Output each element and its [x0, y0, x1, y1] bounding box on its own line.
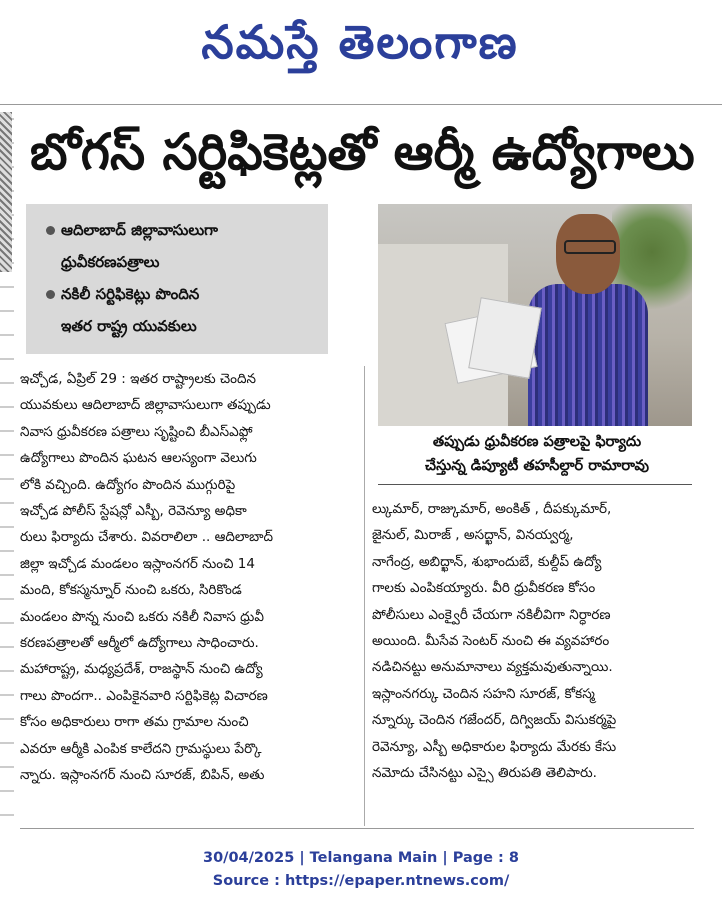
column-divider	[364, 366, 365, 826]
body-line: అయింది. మీసేవ సెంటర్ నుంచి ఈ వ్యవహారం	[372, 633, 610, 650]
body-line: కరణపత్రాలతో ఆర్మీలో ఉద్యోగాలు సాధించారు.	[20, 635, 259, 652]
article-body-left	[20, 366, 360, 789]
bullet-icon	[46, 290, 55, 299]
footer-edition-info: 30/04/2025 | Telangana Main | Page : 8	[202, 850, 519, 866]
caption-divider	[378, 484, 692, 485]
masthead-logo: నమస్తే తెలంగాణ	[201, 15, 519, 69]
body-line: రులు ఫిర్యాదు చేశారు. వివరాలిలా .. ఆదిలాబాద్	[20, 529, 274, 546]
highlight-item-2	[46, 278, 318, 310]
body-line: ల్కుమార్, రాజ్కుమార్, అంకిత్ , దీపక్కుమార్,	[372, 501, 612, 517]
body-line: నాగేంద్ర, అబిద్ఖాన్, శుభాందుబే, కుల్దీప్ ఉద్యో	[372, 553, 602, 570]
body-line: న్నారు. ఇస్లాంనగర్ నుంచి సూరజ్, బిపిన్, అతు	[20, 767, 265, 784]
body-line: జైనుల్, మిరాజ్ , అసద్ఖాన్, వినయ్వర్మ,	[372, 527, 574, 544]
body-line: ఎవరూ ఆర్మీకి ఎంపిక కాలేదని గ్రామస్థులు పేర్కొ	[20, 740, 262, 757]
masthead-divider	[0, 104, 722, 105]
adjacent-photo-fragment	[0, 112, 12, 272]
footer-source-link[interactable]: Source : https://epaper.ntnews.com/	[212, 873, 510, 889]
body-line: న్నూర్కు చెందిన గజేందర్, దిగ్విజయ్ విసుకర్మపై	[372, 712, 617, 729]
photo-person-glasses	[564, 240, 616, 254]
body-line: గాలు పొందగా.. ఎంపికైనవారి సర్టిఫికెట్ల విచారణ	[20, 687, 268, 704]
body-line: జిల్లా ఇచ్చోడ మండలం ఇస్లాంనగర్ నుంచి 14	[20, 555, 255, 572]
body-line: మహారాష్ట్ర, మధ్యప్రదేశ్, రాజస్థాన్ నుంచి ఉద్యో	[20, 661, 263, 678]
body-line: ఇచ్చోడ పోలీస్ స్టేషన్లో ఎస్బీ, రెవెన్యూ అధికా	[20, 503, 247, 520]
footer-divider	[20, 828, 694, 829]
bullet-icon	[46, 226, 55, 235]
body-line: మంది, కోకస్మన్నూర్ నుంచి ఒకరు, సిరికొండ	[20, 582, 242, 599]
body-line: రెవెన్యూ, ఎస్బీ అధికారుల ఫిర్యాదు మేరకు కేసు	[372, 738, 617, 755]
caption-line-2: చేస్తున్న డిప్యూటీ తహసీల్దార్ రామారావు	[425, 458, 649, 474]
highlights-box	[26, 204, 328, 354]
photo-caption	[384, 430, 690, 478]
photo-person-shirt	[528, 284, 648, 426]
body-line: యువకులు ఆదిలాబాద్ జిల్లావాసులుగా తప్పుడు	[20, 397, 271, 414]
body-line: ఇచ్చోడ, ఏప్రిల్ 29 : ఇతర రాష్ట్రాలకు చెందిన	[20, 371, 257, 387]
body-line: ఉద్యోగాలు పొందిన ఘటన ఆలస్యంగా వెలుగు	[20, 450, 257, 467]
article-body-right	[372, 496, 692, 786]
body-line: నమోదు చేసినట్టు ఎస్సై తిరుపతి తెలిపారు.	[372, 765, 597, 782]
body-line: మండలం పొన్న నుంచి ఒకరు నకిలీ నివాస ధ్రువీ	[20, 608, 264, 625]
body-line: పోలీసులు ఎంక్వైరీ చేయగా నకిలీవిగా నిర్ధారణ	[372, 606, 611, 623]
photo-document-2	[468, 297, 542, 379]
article-headline: బోగస్ సర్టిఫికెట్లతో ఆర్మీ ఉద్యోగాలు	[30, 123, 695, 181]
highlight-1-line-2: ధ్రువీకరణపత్రాలు	[61, 253, 160, 271]
article-photo	[378, 204, 692, 426]
body-line: నివాస ధ్రువీకరణ పత్రాలు సృష్టించి బీఎస్ఎఫ్లో	[20, 423, 253, 440]
highlight-item-1	[46, 214, 318, 246]
highlight-2-line-2: ఇతర రాష్ట్ర యువకులు	[61, 317, 197, 335]
highlight-2-line-1: నకిలీ సర్టిఫికెట్లు పొందిన	[61, 285, 200, 303]
body-line: నడిచినట్టు అనుమానాలు వ్యక్తమవుతున్నాయి.	[372, 659, 613, 676]
caption-line-1: తప్పుడు ధ్రువీకరణ పత్రాలపై ఫిర్యాదు	[432, 434, 642, 450]
body-line: గాలకు ఎంపికయ్యారు. వీరి ధ్రువీకరణ కోసం	[372, 580, 596, 597]
body-line: ఇస్లాంనగర్కు చెందిన సహని సూరజ్, కోకస్మ	[372, 685, 595, 702]
photo-person-head	[556, 214, 620, 294]
body-line: కోసం అధికారులు రాగా తమ గ్రామాల నుంచి	[20, 714, 249, 731]
highlight-1-line-1: ఆదిలాబాద్ జిల్లావాసులుగా	[61, 221, 218, 239]
body-line: లోకి వచ్చింది. ఉద్యోగం పొందిన ముగ్గురిపై	[20, 476, 236, 493]
